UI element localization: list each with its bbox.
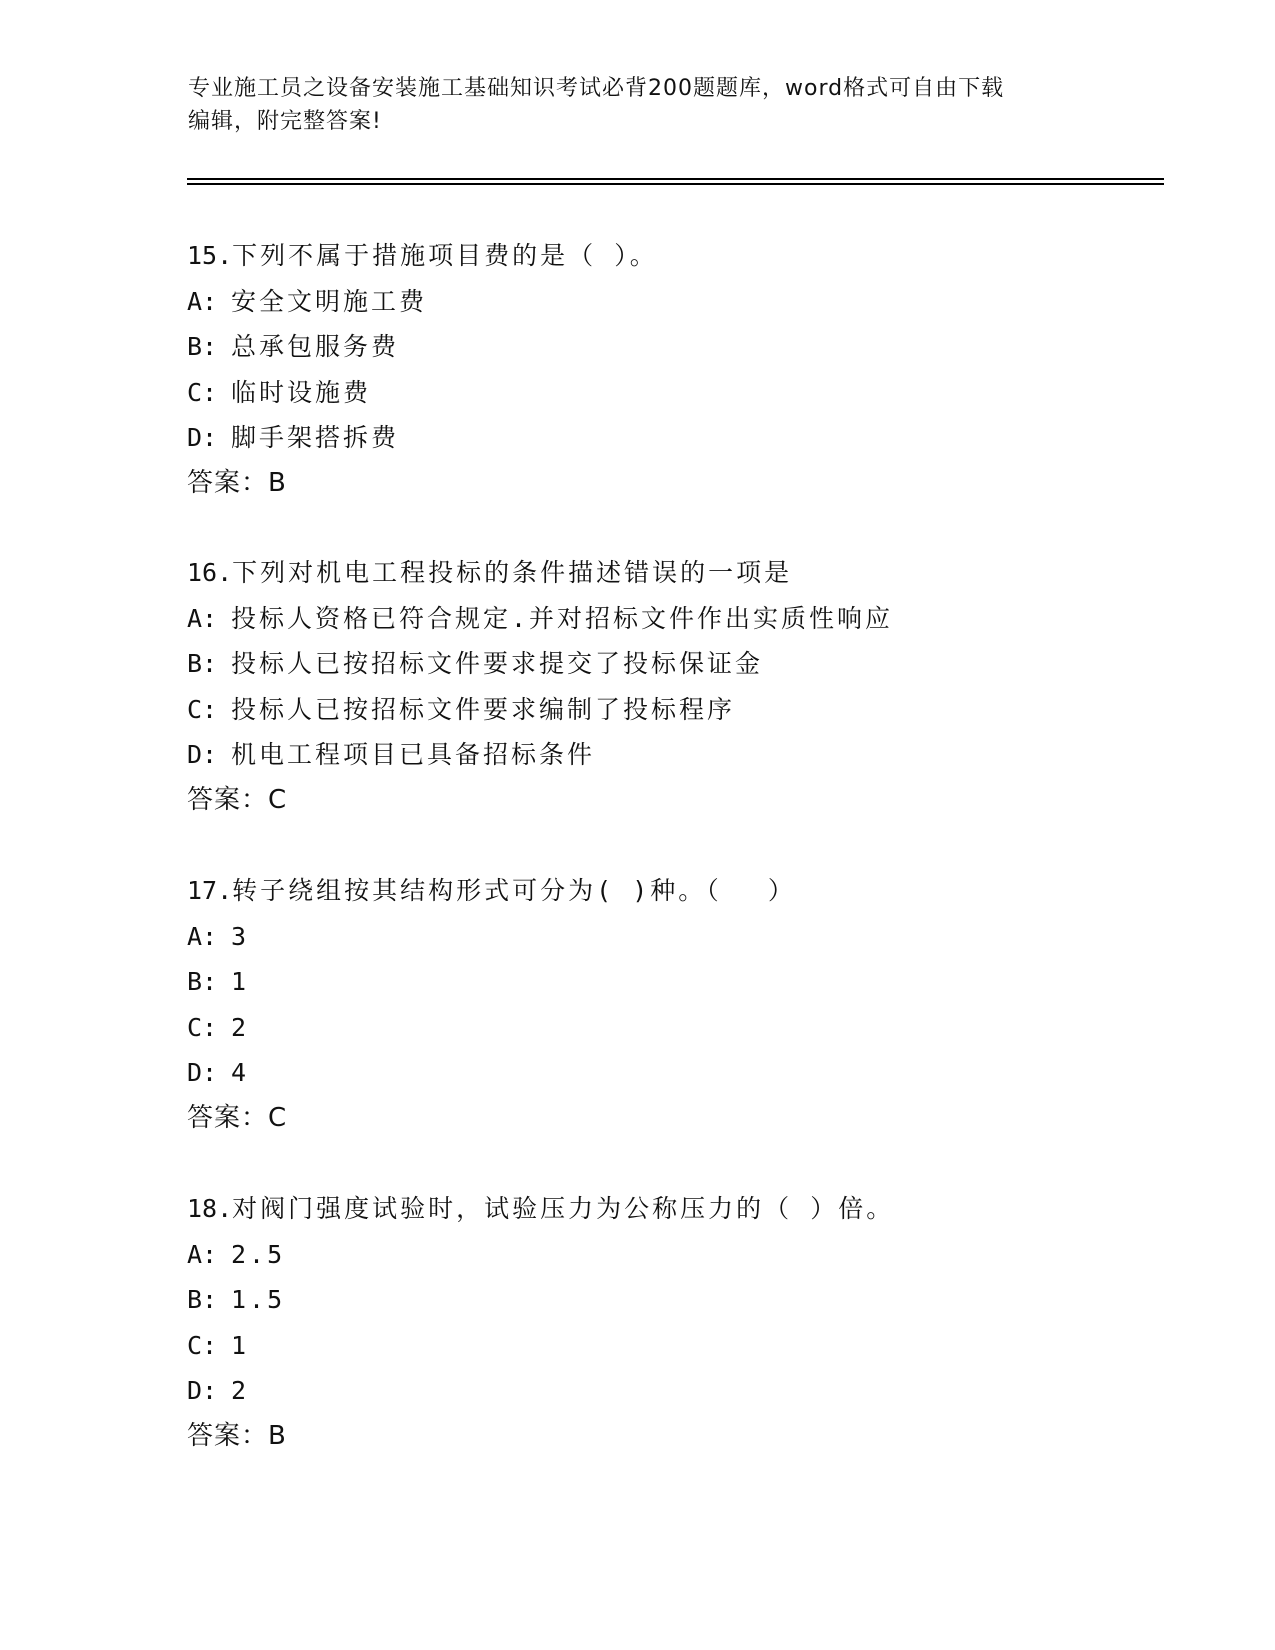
option-letter: B: (187, 1285, 218, 1314)
answer-line: 答案：C (187, 1102, 288, 1133)
option-text: 3 (231, 921, 250, 951)
option-a (187, 1232, 1187, 1278)
header-line-1: 专业施工员之设备安装施工基础知识考试必背200题题库，word格式可自由下载 (188, 76, 1005, 101)
question-16 (187, 550, 1187, 823)
answer-line: 答案：B (187, 467, 287, 498)
option-text: 脚手架搭拆费 (231, 423, 400, 452)
option-letter: D: (187, 1058, 218, 1087)
option-letter: B: (187, 649, 218, 678)
option-letter: C: (187, 694, 218, 724)
option-d (187, 732, 1187, 778)
option-a (187, 596, 1187, 642)
option-b (187, 324, 1187, 370)
option-letter: C: (187, 377, 218, 407)
option-letter: B: (187, 967, 218, 996)
question-number: 16. (187, 558, 233, 587)
option-text: 投标人资格已符合规定.并对招标文件作出实质性响应 (231, 603, 894, 633)
option-letter: B: (187, 332, 218, 361)
option-text: 2.5 (231, 1239, 286, 1269)
question-stem (187, 1186, 1187, 1232)
option-text: 安全文明施工费 (231, 286, 428, 316)
option-d (187, 1050, 1187, 1096)
question-number: 17. (187, 876, 233, 905)
answer-line: 答案：B (187, 1420, 287, 1451)
option-letter: A: (187, 921, 218, 951)
option-c (187, 687, 1187, 733)
document-header (188, 72, 1088, 138)
option-b (187, 959, 1187, 1005)
question-text: 下列不属于措施项目费的是（ ）。 (232, 241, 658, 270)
option-text: 1 (231, 1330, 250, 1360)
header-line-2: 编辑，附完整答案! (188, 109, 382, 134)
option-letter: D: (187, 1376, 218, 1405)
option-b (187, 641, 1187, 687)
question-text: 转子绕组按其结构形式可分为( )种。（ ） (232, 876, 796, 905)
option-letter: A: (187, 603, 218, 633)
option-letter: D: (187, 740, 218, 769)
option-a (187, 279, 1187, 325)
question-15 (187, 233, 1187, 506)
question-text: 对阀门强度试验时，试验压力为公称压力的（ ）倍。 (232, 1194, 895, 1223)
option-d (187, 1368, 1187, 1414)
answer-line: 答案：C (187, 784, 288, 815)
question-stem (187, 233, 1187, 279)
question-17 (187, 868, 1187, 1141)
header-divider-top (187, 178, 1164, 180)
question-18 (187, 1186, 1187, 1459)
option-c (187, 1323, 1187, 1369)
option-d (187, 415, 1187, 461)
option-text: 总承包服务费 (231, 332, 400, 361)
option-letter: A: (187, 286, 218, 316)
header-divider-bottom (187, 183, 1164, 185)
option-text: 投标人已按招标文件要求编制了投标程序 (231, 694, 736, 724)
option-text: 1.5 (231, 1285, 286, 1314)
question-text: 下列对机电工程投标的条件描述错误的一项是 (232, 558, 793, 587)
option-letter: C: (187, 1330, 218, 1360)
option-text: 4 (231, 1058, 250, 1087)
question-number: 18. (187, 1194, 233, 1223)
option-letter: A: (187, 1239, 218, 1269)
option-text: 临时设施费 (231, 377, 372, 407)
option-text: 2 (231, 1376, 250, 1405)
option-text: 1 (231, 967, 250, 996)
option-a (187, 914, 1187, 960)
option-text: 2 (231, 1012, 250, 1042)
question-number: 15. (187, 241, 233, 270)
option-text: 机电工程项目已具备招标条件 (231, 740, 596, 769)
option-letter: D: (187, 423, 218, 452)
question-stem (187, 550, 1187, 596)
option-c (187, 370, 1187, 416)
option-letter: C: (187, 1012, 218, 1042)
option-text: 投标人已按招标文件要求提交了投标保证金 (231, 649, 764, 678)
question-stem (187, 868, 1187, 914)
option-b (187, 1277, 1187, 1323)
option-c (187, 1005, 1187, 1051)
